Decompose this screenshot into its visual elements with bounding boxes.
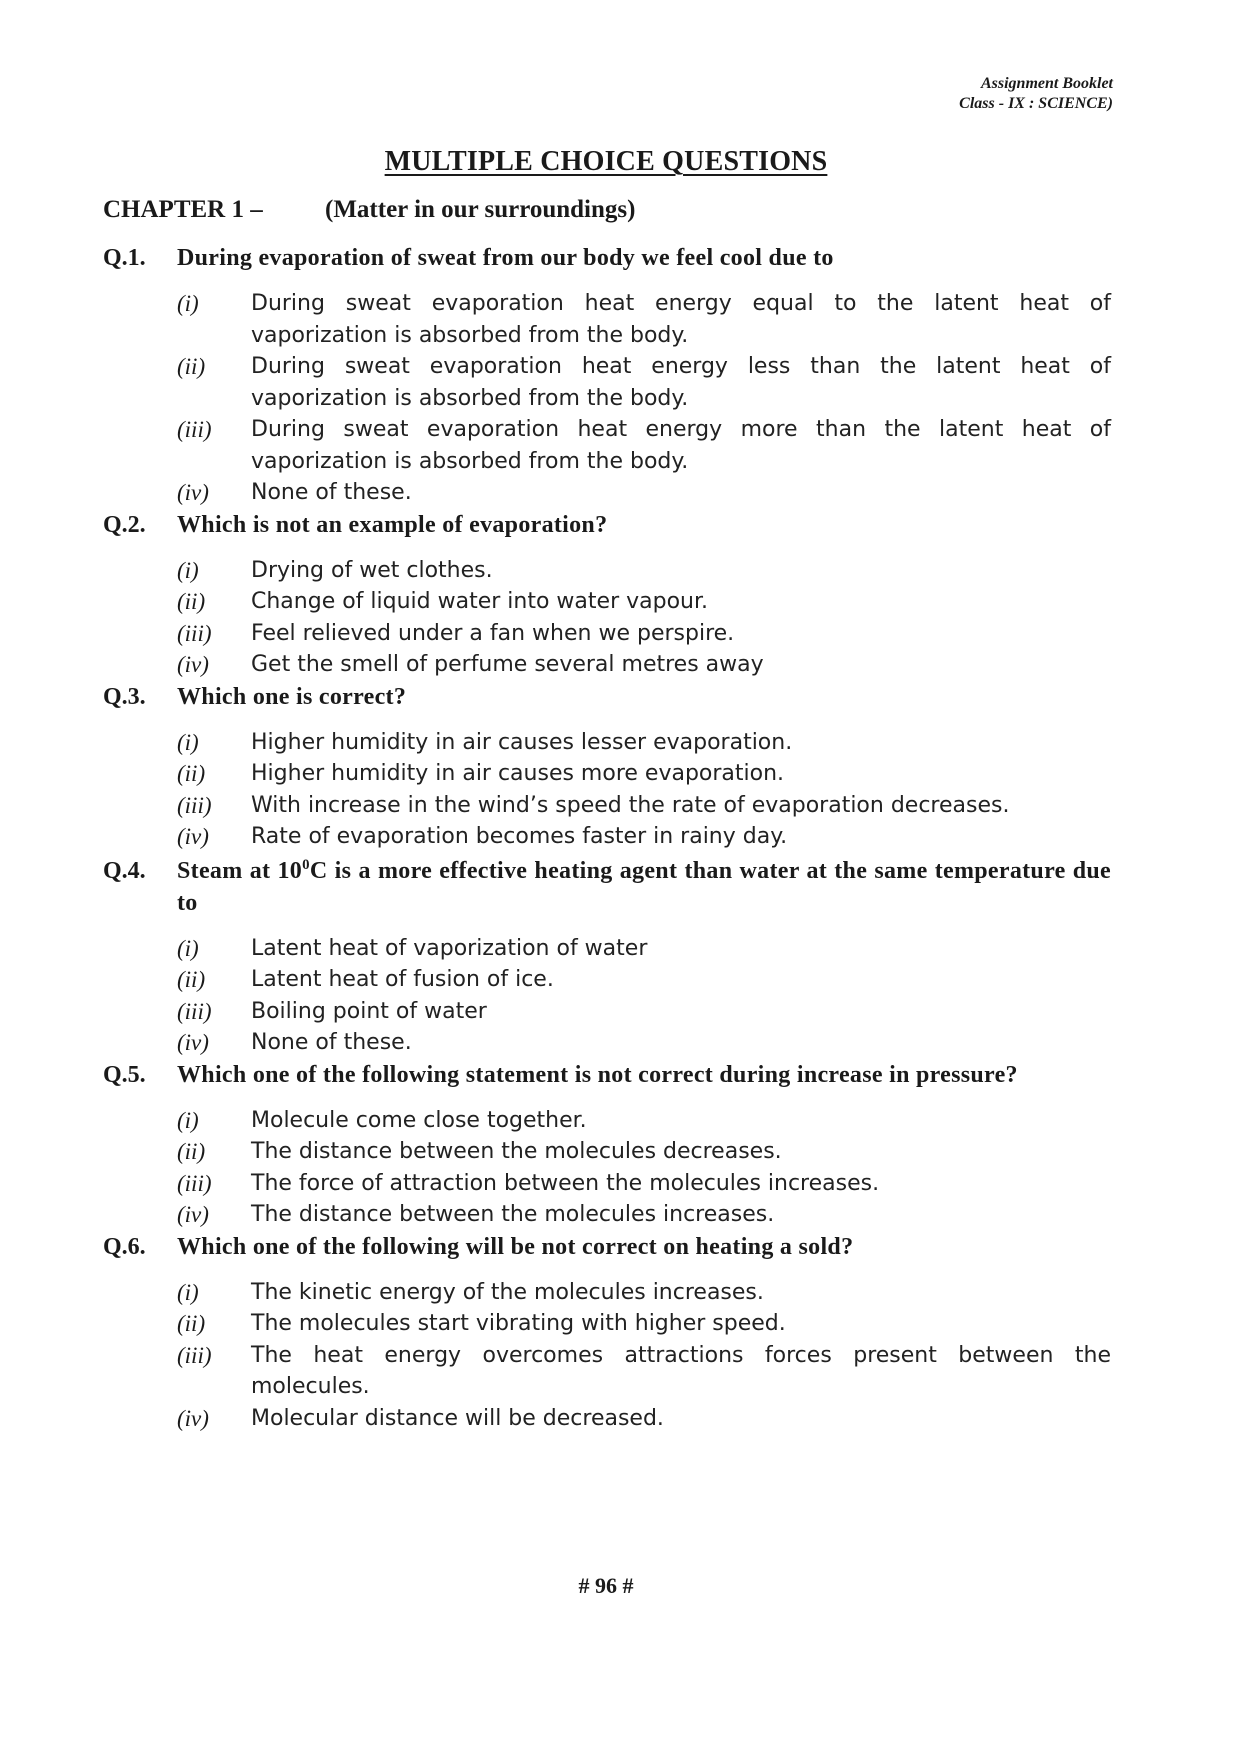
chapter-name: (Matter in our surroundings) (325, 196, 636, 223)
option (177, 1136, 1111, 1168)
option-text: Higher humidity in air causes more evaporation. (251, 761, 785, 786)
option-label: (iv) (177, 652, 209, 677)
question-number: Q.3. (103, 683, 146, 710)
option (177, 1027, 1111, 1059)
option-label: (i) (177, 935, 199, 961)
option-text: Get the smell of perfume several metres away (251, 652, 764, 677)
option (177, 1308, 1111, 1340)
question (103, 1231, 1111, 1263)
question-text: Which is not an example of evaporation? (177, 511, 608, 538)
page-header (959, 74, 1113, 114)
option-text: Latent heat of vaporization of water (251, 935, 648, 961)
question-list (103, 242, 1111, 1434)
option (177, 933, 1111, 965)
question-block (103, 855, 1111, 1059)
option (177, 1340, 1111, 1403)
option (177, 1199, 1111, 1231)
option (177, 1168, 1111, 1200)
option (177, 555, 1111, 587)
option-text: Rate of evaporation becomes faster in rainy day. (251, 824, 788, 849)
option-list (177, 1277, 1111, 1435)
option-text: Latent heat of fusion of ice. (251, 967, 554, 992)
option (177, 351, 1111, 414)
option (177, 586, 1111, 618)
option-label: (iv) (177, 1405, 209, 1431)
option-text: Higher humidity in air causes lesser evaporation. (251, 729, 793, 755)
option-label: (iii) (177, 1342, 212, 1368)
page-title: MULTIPLE CHOICE QUESTIONS (384, 146, 828, 177)
option-text: Change of liquid water into water vapour. (251, 589, 708, 614)
option-label: (i) (177, 291, 199, 316)
booklet-title: Assignment Booklet (980, 75, 1113, 92)
option-list (177, 727, 1111, 853)
question-number: Q.6. (103, 1233, 146, 1260)
option-label: (ii) (177, 1139, 206, 1164)
class-subject: Class - IX : SCIENCE) (959, 95, 1113, 112)
question-block (103, 681, 1111, 853)
option (177, 288, 1111, 351)
question-text (177, 855, 1111, 919)
option (177, 758, 1111, 790)
question-number: Q.5. (103, 1061, 146, 1088)
option-text: The distance between the molecules decreases. (251, 1139, 782, 1164)
option-list (177, 555, 1111, 681)
option (177, 821, 1111, 853)
option (177, 649, 1111, 681)
option-text: The distance between the molecules increases. (251, 1202, 775, 1227)
question-number: Q.1. (103, 245, 146, 271)
option-label: (i) (177, 1279, 199, 1305)
option (177, 964, 1111, 996)
question (103, 242, 1111, 274)
option-text: The heat energy overcomes attractions forces present between the molecules. (251, 1342, 1111, 1399)
question-number: Q.4. (103, 857, 146, 884)
option-label: (i) (177, 557, 199, 583)
option (177, 727, 1111, 759)
option-text: During sweat evaporation heat energy more than the latent heat of vaporization is absorbed from the body. (251, 417, 1111, 474)
option-text: Molecular distance will be decreased. (251, 1405, 664, 1431)
option (177, 1105, 1111, 1137)
question-block (103, 509, 1111, 681)
option-label: (iv) (177, 1202, 209, 1227)
page-number: # 96 # (578, 1573, 634, 1598)
option-list (177, 288, 1111, 509)
question-block (103, 1231, 1111, 1435)
question (103, 509, 1111, 541)
question-text-part: Steam at 10 (177, 857, 303, 884)
option (177, 414, 1111, 477)
option-list (177, 933, 1111, 1059)
option-text: Feel relieved under a fan when we perspire. (251, 620, 735, 646)
question-text: Which one of the following statement is not correct during increase in pressure? (177, 1061, 1018, 1088)
option-label: (ii) (177, 589, 206, 614)
option-text: The molecules start vibrating with higher speed. (251, 1311, 786, 1336)
option-label: (iii) (177, 620, 212, 646)
question-block (103, 242, 1111, 509)
question (103, 855, 1111, 919)
degree-superscript: 0 (302, 856, 310, 873)
option (177, 790, 1111, 822)
chapter-label: CHAPTER 1 – (103, 196, 263, 223)
option-label: (ii) (177, 1311, 206, 1336)
option-label: (ii) (177, 967, 206, 992)
option-text: None of these. (251, 1030, 412, 1055)
question (103, 681, 1111, 713)
option-text: With increase in the wind’s speed the rate of evaporation decreases. (251, 792, 1010, 818)
option-label: (iii) (177, 417, 212, 442)
option-label: (iv) (177, 824, 209, 849)
option-label: (i) (177, 729, 199, 755)
option-text: Boiling point of water (251, 998, 487, 1024)
question-text: Which one of the following will be not correct on heating a sold? (177, 1233, 854, 1260)
option-label: (ii) (177, 761, 206, 786)
question-text: Which one is correct? (177, 683, 407, 710)
option (177, 1277, 1111, 1309)
option-text: None of these. (251, 480, 412, 505)
option (177, 477, 1111, 509)
option-text: The force of attraction between the molecules increases. (251, 1170, 880, 1196)
option (177, 618, 1111, 650)
option-text: During sweat evaporation heat energy equal to the latent heat of vaporization is absorbed from the body. (251, 291, 1111, 348)
question-text: During evaporation of sweat from our body we feel cool due to (177, 245, 834, 271)
option-label: (i) (177, 1107, 199, 1133)
option-label: (ii) (177, 354, 206, 379)
question (103, 1059, 1111, 1091)
option-text: Drying of wet clothes. (251, 557, 493, 583)
option-text: During sweat evaporation heat energy less than the latent heat of vaporization is absorbed from the body. (251, 354, 1111, 411)
option-label: (iv) (177, 1030, 209, 1055)
option-label: (iii) (177, 1170, 212, 1196)
option (177, 996, 1111, 1028)
option-label: (iii) (177, 998, 212, 1024)
question-number: Q.2. (103, 511, 146, 538)
option (177, 1403, 1111, 1435)
option-label: (iii) (177, 792, 212, 818)
option-list (177, 1105, 1111, 1231)
option-label: (iv) (177, 480, 209, 505)
option-text: The kinetic energy of the molecules increases. (251, 1279, 764, 1305)
option-text: Molecule come close together. (251, 1107, 587, 1133)
question-block (103, 1059, 1111, 1231)
question-text-part: C is a more effective heating agent than water at the same temperature due to (177, 857, 1111, 916)
chapter-heading (103, 196, 635, 224)
